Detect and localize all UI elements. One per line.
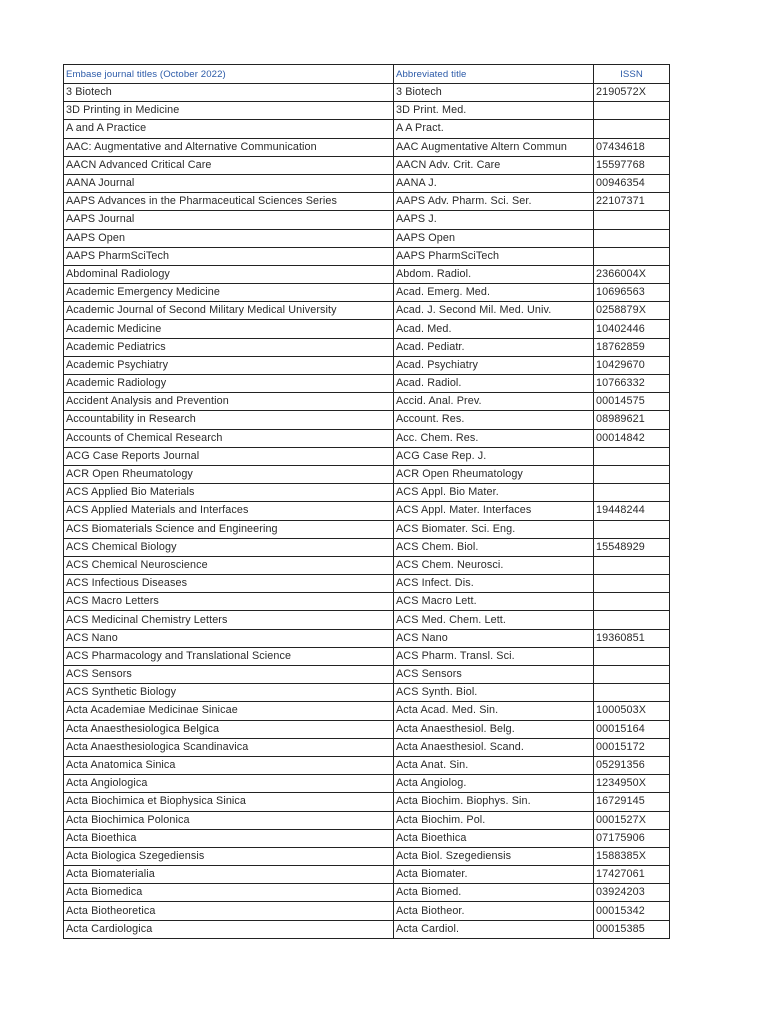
abbreviated-title-cell: Acta Anaesthesiol. Scand. [394,738,594,756]
table-row [64,265,670,283]
table-row [64,229,670,247]
journal-title-cell: ACR Open Rheumatology [64,465,394,483]
table-row [64,738,670,756]
table-row [64,756,670,774]
abbreviated-title-cell: Acta Biochim. Pol. [394,811,594,829]
table-row [64,393,670,411]
issn-cell: 22107371 [594,193,670,211]
table-row [64,629,670,647]
table-row [64,575,670,593]
issn-cell [594,575,670,593]
abbreviated-title-cell: AAC Augmentative Altern Commun [394,138,594,156]
issn-cell [594,611,670,629]
abbreviated-title-cell: Acad. Pediatr. [394,338,594,356]
issn-cell: 07175906 [594,829,670,847]
journal-table [63,64,670,939]
issn-cell [594,647,670,665]
abbreviated-title-cell: Account. Res. [394,411,594,429]
abbreviated-title-cell: ACS Biomater. Sci. Eng. [394,520,594,538]
journal-title-cell: Accounts of Chemical Research [64,429,394,447]
table-row [64,520,670,538]
abbreviated-title-cell: Acta Biotheor. [394,902,594,920]
abbreviated-title-cell: Acad. Emerg. Med. [394,284,594,302]
abbreviated-title-cell: Acta Angiolog. [394,775,594,793]
abbreviated-title-cell: Abdom. Radiol. [394,265,594,283]
journal-title-cell: 3D Printing in Medicine [64,102,394,120]
table-row [64,775,670,793]
issn-cell: 00014842 [594,429,670,447]
table-row [64,193,670,211]
journal-title-cell: Accountability in Research [64,411,394,429]
issn-cell: 1234950X [594,775,670,793]
abbreviated-title-cell: ACS Infect. Dis. [394,575,594,593]
abbreviated-title-cell: Acad. Med. [394,320,594,338]
table-row [64,829,670,847]
issn-cell: 16729145 [594,793,670,811]
issn-cell: 15548929 [594,538,670,556]
table-row [64,320,670,338]
journal-title-cell: Acta Anaesthesiologica Belgica [64,720,394,738]
abbreviated-title-cell: ACG Case Rep. J. [394,447,594,465]
journal-title-cell: AAPS PharmSciTech [64,247,394,265]
journal-title-cell: Academic Pediatrics [64,338,394,356]
journal-title-cell: Acta Cardiologica [64,920,394,938]
issn-cell [594,520,670,538]
issn-cell: 17427061 [594,866,670,884]
table-row [64,211,670,229]
journal-title-cell: AAPS Open [64,229,394,247]
abbreviated-title-cell: ACS Macro Lett. [394,593,594,611]
table-row [64,793,670,811]
abbreviated-title-cell: Acc. Chem. Res. [394,429,594,447]
issn-cell: 10402446 [594,320,670,338]
journal-title-cell: Abdominal Radiology [64,265,394,283]
journal-title-cell: Acta Bioethica [64,829,394,847]
journal-title-cell: AANA Journal [64,174,394,192]
table-row [64,375,670,393]
table-row [64,920,670,938]
abbreviated-title-cell: Accid. Anal. Prev. [394,393,594,411]
abbreviated-title-cell: 3 Biotech [394,84,594,102]
abbreviated-title-cell: Acta Anat. Sin. [394,756,594,774]
issn-cell: 18762859 [594,338,670,356]
issn-cell [594,593,670,611]
table-row [64,120,670,138]
abbreviated-title-cell: ACS Chem. Neurosci. [394,556,594,574]
table-row [64,484,670,502]
issn-cell: 05291356 [594,756,670,774]
issn-cell: 19360851 [594,629,670,647]
issn-cell: 00015172 [594,738,670,756]
abbreviated-title-cell: Acta Biochim. Biophys. Sin. [394,793,594,811]
issn-cell: 00946354 [594,174,670,192]
abbreviated-title-cell: ACS Appl. Mater. Interfaces [394,502,594,520]
issn-cell: 15597768 [594,156,670,174]
journal-title-cell: ACG Case Reports Journal [64,447,394,465]
issn-cell: 2190572X [594,84,670,102]
abbreviated-title-cell: Acta Bioethica [394,829,594,847]
journal-title-cell: Acta Biotheoretica [64,902,394,920]
abbreviated-title-cell: ACS Med. Chem. Lett. [394,611,594,629]
journal-title-cell: Acta Biomaterialia [64,866,394,884]
table-row [64,647,670,665]
journal-title-cell: Acta Biomedica [64,884,394,902]
issn-cell: 00015385 [594,920,670,938]
issn-cell: 19448244 [594,502,670,520]
table-row [64,84,670,102]
abbreviated-title-cell: Acta Biomed. [394,884,594,902]
table-row [64,411,670,429]
header-issn: ISSN [594,65,670,84]
abbreviated-title-cell: AAPS J. [394,211,594,229]
journal-title-cell: AACN Advanced Critical Care [64,156,394,174]
abbreviated-title-cell: AAPS Adv. Pharm. Sci. Ser. [394,193,594,211]
issn-cell [594,229,670,247]
abbreviated-title-cell: A A Pract. [394,120,594,138]
abbreviated-title-cell: AAPS Open [394,229,594,247]
journal-title-cell: ACS Macro Letters [64,593,394,611]
journal-title-cell: 3 Biotech [64,84,394,102]
journal-title-cell: A and A Practice [64,120,394,138]
journal-title-cell: Acta Academiae Medicinae Sinicae [64,702,394,720]
issn-cell: 0258879X [594,302,670,320]
issn-cell [594,211,670,229]
journal-title-cell: ACS Medicinal Chemistry Letters [64,611,394,629]
journal-title-cell: ACS Chemical Biology [64,538,394,556]
table-row [64,156,670,174]
issn-cell [594,666,670,684]
journal-title-cell: Academic Psychiatry [64,356,394,374]
table-row [64,611,670,629]
abbreviated-title-cell: ACS Sensors [394,666,594,684]
table-row [64,465,670,483]
abbreviated-title-cell: AANA J. [394,174,594,192]
abbreviated-title-cell: Acta Anaesthesiol. Belg. [394,720,594,738]
issn-cell: 07434618 [594,138,670,156]
journal-title-cell: ACS Sensors [64,666,394,684]
issn-cell [594,447,670,465]
journal-title-cell: Acta Anatomica Sinica [64,756,394,774]
abbreviated-title-cell: Acta Cardiol. [394,920,594,938]
abbreviated-title-cell: Acad. Radiol. [394,375,594,393]
table-row [64,702,670,720]
issn-cell [594,120,670,138]
table-row [64,847,670,865]
issn-cell: 0001527X [594,811,670,829]
table-row [64,174,670,192]
abbreviated-title-cell: Acta Acad. Med. Sin. [394,702,594,720]
issn-cell: 1000503X [594,702,670,720]
table-row [64,302,670,320]
journal-title-cell: Acta Anaesthesiologica Scandinavica [64,738,394,756]
table-row [64,666,670,684]
abbreviated-title-cell: Acta Biomater. [394,866,594,884]
journal-title-cell: ACS Infectious Diseases [64,575,394,593]
abbreviated-title-cell: Acad. J. Second Mil. Med. Univ. [394,302,594,320]
journal-title-cell: AAPS Journal [64,211,394,229]
table-row [64,902,670,920]
abbreviated-title-cell: Acta Biol. Szegediensis [394,847,594,865]
table-row [64,102,670,120]
table-row [64,811,670,829]
issn-cell: 2366004X [594,265,670,283]
issn-cell: 10696563 [594,284,670,302]
issn-cell [594,684,670,702]
abbreviated-title-cell: ACS Chem. Biol. [394,538,594,556]
table-row [64,593,670,611]
table-row [64,684,670,702]
table-row [64,538,670,556]
issn-cell: 00015342 [594,902,670,920]
journal-title-cell: ACS Chemical Neuroscience [64,556,394,574]
issn-cell: 1588385X [594,847,670,865]
issn-cell [594,556,670,574]
issn-cell [594,465,670,483]
table-body [64,84,670,939]
journal-title-cell: ACS Applied Materials and Interfaces [64,502,394,520]
header-abbreviated-title: Abbreviated title [394,65,594,84]
journal-title-cell: ACS Applied Bio Materials [64,484,394,502]
table-row [64,556,670,574]
table-row [64,884,670,902]
issn-cell [594,247,670,265]
journal-title-cell: Accident Analysis and Prevention [64,393,394,411]
issn-cell: 00014575 [594,393,670,411]
issn-cell: 08989621 [594,411,670,429]
journal-title-cell: Acta Biochimica et Biophysica Sinica [64,793,394,811]
journal-title-cell: AAPS Advances in the Pharmaceutical Sciences Series [64,193,394,211]
abbreviated-title-cell: ACS Synth. Biol. [394,684,594,702]
header-journal-title: Embase journal titles (October 2022) [64,65,394,84]
issn-cell [594,484,670,502]
abbreviated-title-cell: ACS Nano [394,629,594,647]
abbreviated-title-cell: AAPS PharmSciTech [394,247,594,265]
journal-title-cell: Acta Biochimica Polonica [64,811,394,829]
journal-title-cell: Academic Emergency Medicine [64,284,394,302]
journal-title-cell: AAC: Augmentative and Alternative Communication [64,138,394,156]
abbreviated-title-cell: ACR Open Rheumatology [394,465,594,483]
table-row [64,866,670,884]
table-row [64,138,670,156]
journal-title-cell: Acta Biologica Szegediensis [64,847,394,865]
issn-cell: 03924203 [594,884,670,902]
table-header-row [64,65,670,84]
journal-title-cell: Academic Medicine [64,320,394,338]
table-row [64,429,670,447]
issn-cell: 10766332 [594,375,670,393]
journal-title-cell: ACS Nano [64,629,394,647]
abbreviated-title-cell: Acad. Psychiatry [394,356,594,374]
issn-cell: 00015164 [594,720,670,738]
abbreviated-title-cell: 3D Print. Med. [394,102,594,120]
table-row [64,356,670,374]
abbreviated-title-cell: ACS Appl. Bio Mater. [394,484,594,502]
table-row [64,284,670,302]
table-row [64,720,670,738]
table-row [64,247,670,265]
abbreviated-title-cell: AACN Adv. Crit. Care [394,156,594,174]
journal-title-cell: ACS Synthetic Biology [64,684,394,702]
issn-cell [594,102,670,120]
table-row [64,447,670,465]
table-row [64,502,670,520]
table-row [64,338,670,356]
journal-title-cell: Academic Radiology [64,375,394,393]
journal-title-cell: ACS Pharmacology and Translational Science [64,647,394,665]
abbreviated-title-cell: ACS Pharm. Transl. Sci. [394,647,594,665]
journal-title-cell: Acta Angiologica [64,775,394,793]
journal-title-cell: ACS Biomaterials Science and Engineering [64,520,394,538]
journal-title-cell: Academic Journal of Second Military Medical University [64,302,394,320]
issn-cell: 10429670 [594,356,670,374]
